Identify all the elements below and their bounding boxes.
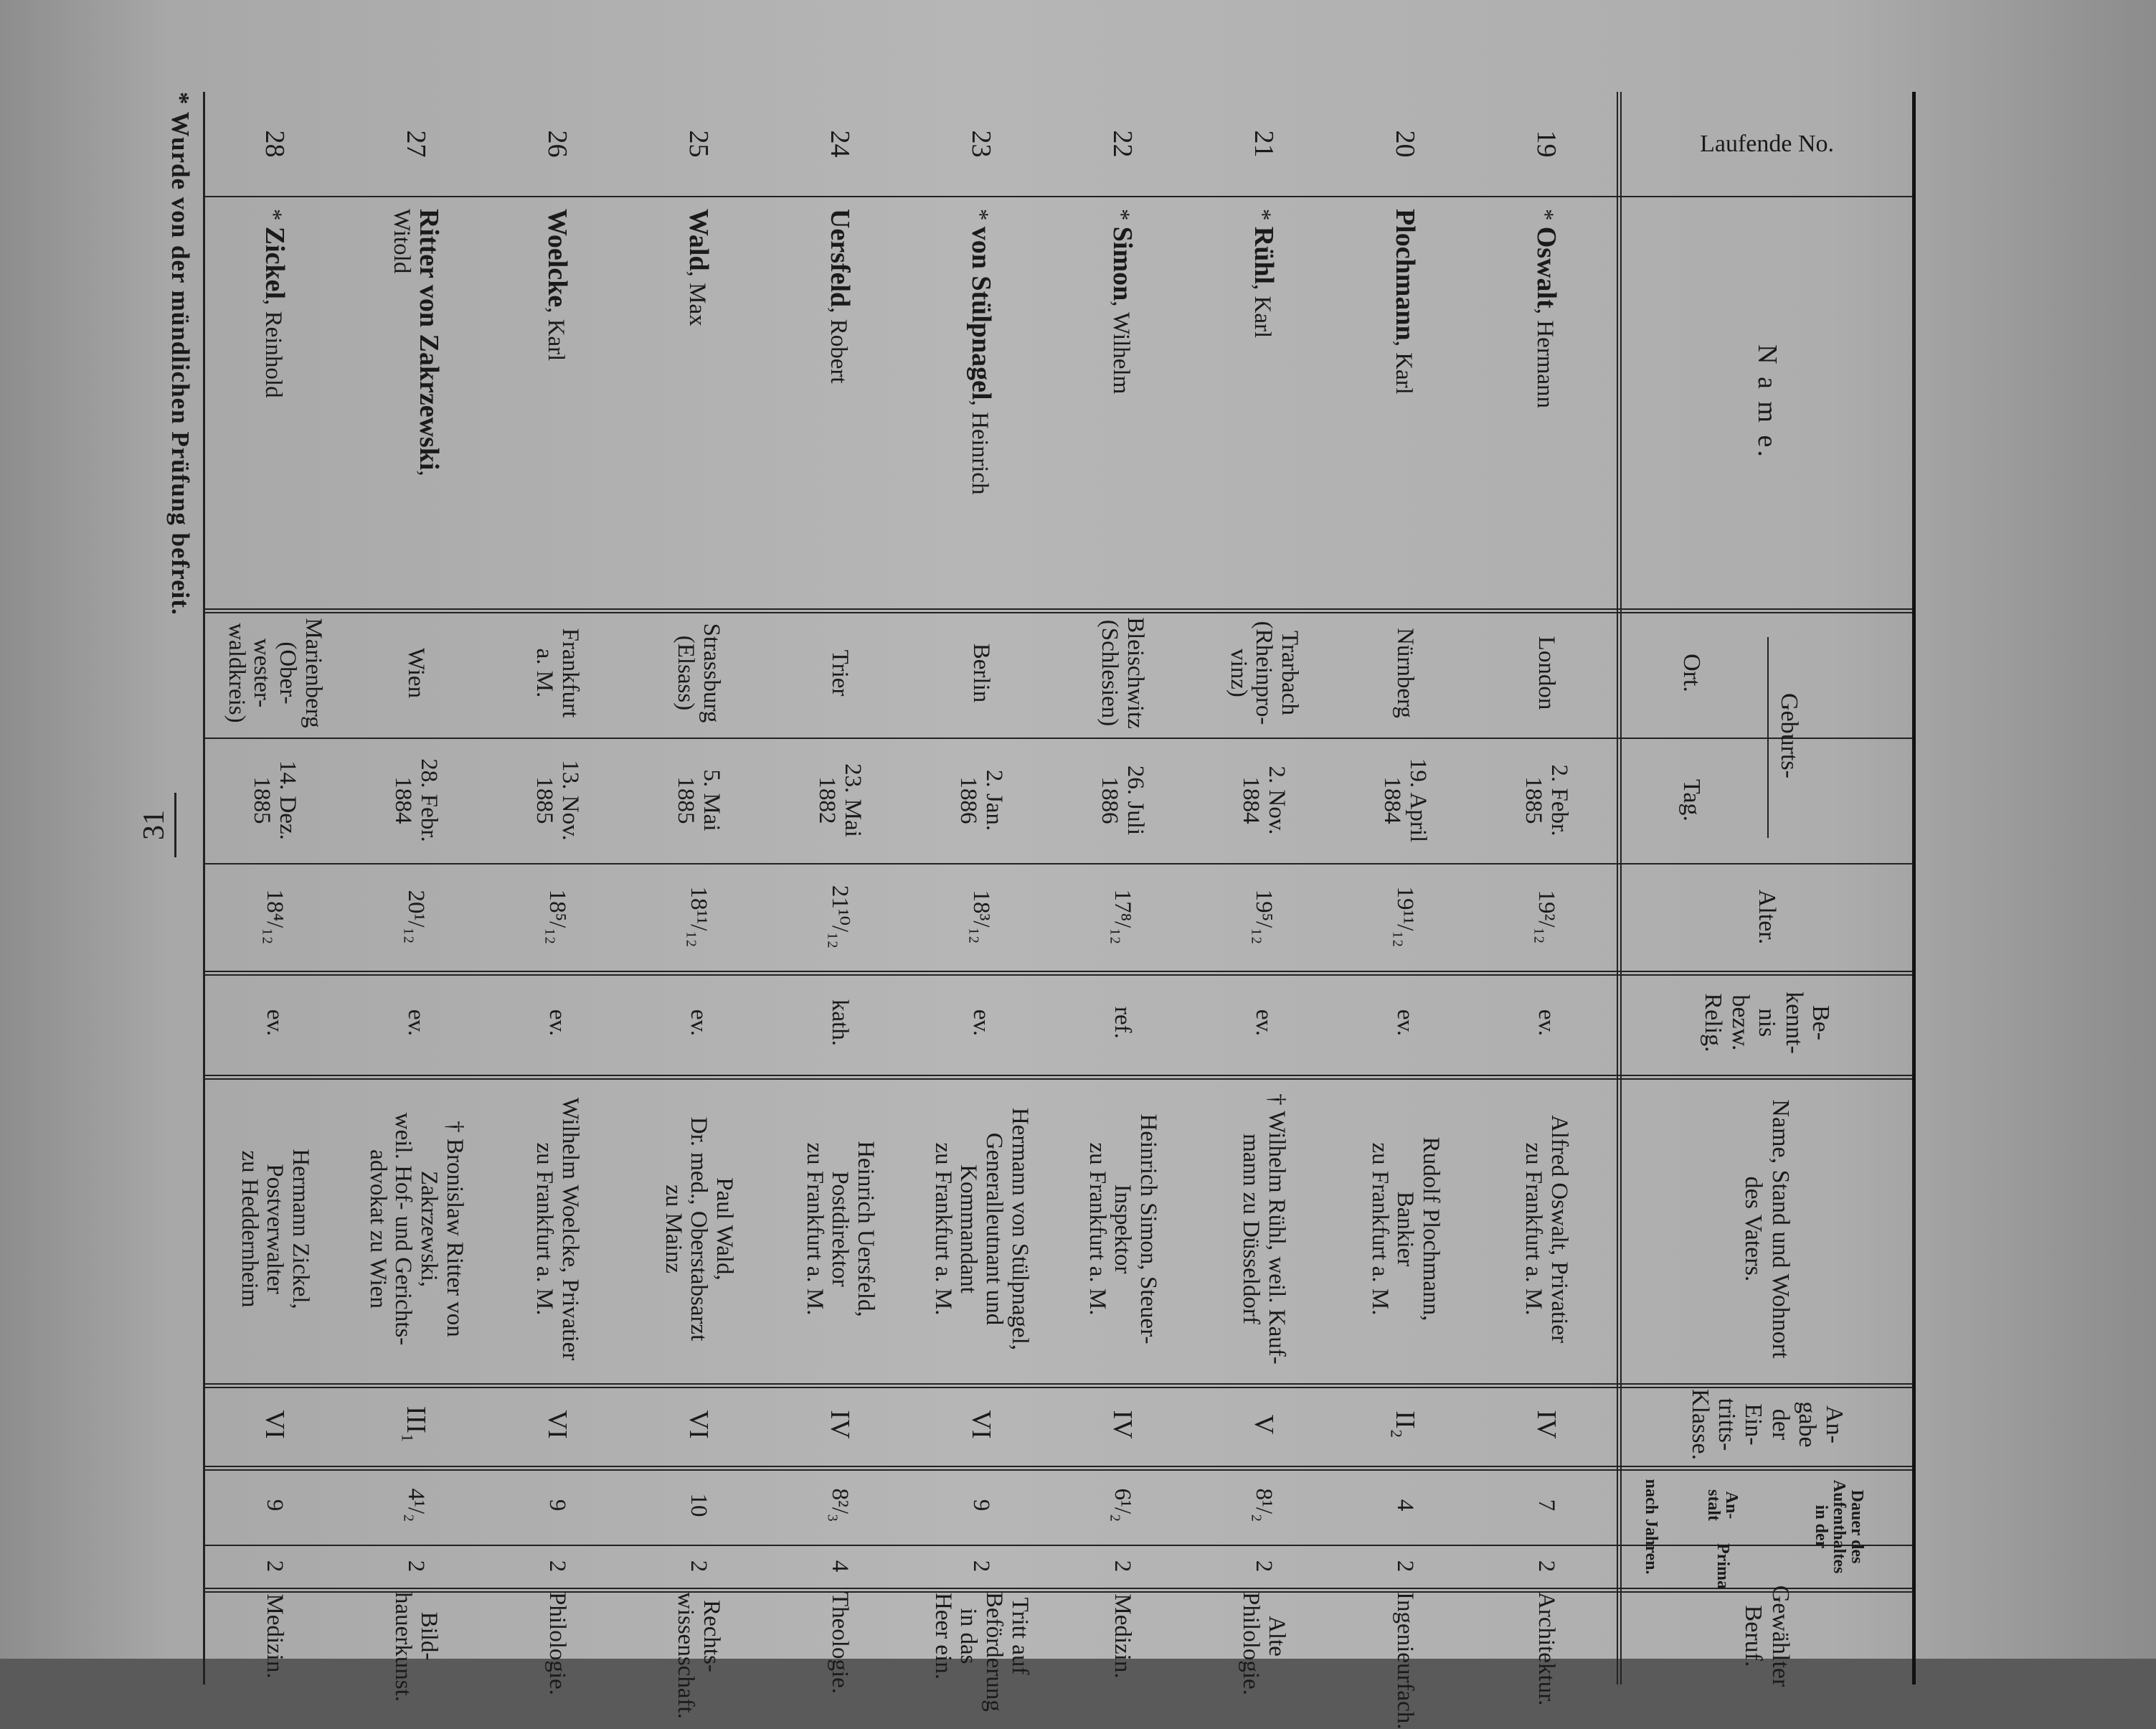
entry-class: VI bbox=[260, 1410, 290, 1439]
years-institution: 9 bbox=[968, 1499, 995, 1512]
religion: ev. bbox=[1533, 1009, 1560, 1037]
header-geburts: Geburts- bbox=[1776, 693, 1803, 778]
header-dauer: Dauer des Aufenthaltes in der bbox=[1811, 1479, 1867, 1574]
birth-place: Berlin bbox=[968, 643, 995, 703]
row-number: 27 bbox=[401, 130, 432, 158]
given-name: , Karl bbox=[1391, 340, 1417, 395]
birth-place: Bleischwitz (Schlesien) bbox=[1097, 617, 1149, 729]
religion: ev. bbox=[544, 1009, 571, 1037]
birth-place: Trarbach (Rheinpro- vinz) bbox=[1225, 621, 1302, 725]
surname: Wald bbox=[684, 209, 714, 271]
birth-place: Strassburg (Elsass) bbox=[673, 623, 725, 723]
entry-class: III₁ bbox=[401, 1405, 432, 1443]
header-beruf: Gewählter Beruf. bbox=[1740, 1585, 1794, 1687]
age: 18³/₁₂ bbox=[968, 890, 995, 944]
given-name: , Wilhelm bbox=[1108, 301, 1135, 395]
header-alter: Alter. bbox=[1754, 889, 1781, 945]
student-name bbox=[910, 196, 1051, 608]
surname: Zickel bbox=[260, 226, 290, 300]
birth-date: 14. Dez. 1885 bbox=[249, 760, 301, 840]
header-bekenntnis: Be- kennt- nis bezw. Relig. bbox=[1700, 991, 1834, 1054]
row-number: 28 bbox=[260, 130, 290, 158]
father-info: Hermann von Stülpnagel, Generalleutnant und Kommandant zu Frankfurt a. M. bbox=[930, 1107, 1033, 1351]
father-info: Hermann Zickel, Postverwalter zu Heddernheim bbox=[236, 1149, 313, 1309]
years-institution: 4¹/₂ bbox=[403, 1488, 430, 1522]
birth-date: 28. Febr. 1884 bbox=[390, 758, 443, 842]
table-row bbox=[769, 92, 910, 1695]
age: 20¹/₁₂ bbox=[403, 890, 430, 944]
years-prima: 2 bbox=[403, 1560, 430, 1573]
chosen-profession: Tritt auf Beförderung in das Heer ein. bbox=[930, 1592, 1033, 1712]
table-row bbox=[1475, 92, 1617, 1706]
age: 18⁵/₁₂ bbox=[544, 889, 571, 945]
chosen-profession: Architektur. bbox=[1533, 1592, 1560, 1706]
exemption-mark: * bbox=[1108, 209, 1135, 227]
birth-date: 23. Mai 1882 bbox=[814, 763, 866, 837]
years-institution: 9 bbox=[262, 1499, 288, 1512]
given-name: , Robert bbox=[826, 307, 852, 384]
father-info: Alfred Oswalt, Privatier zu Frankfurt a. M. bbox=[1521, 1115, 1573, 1343]
row-number: 24 bbox=[825, 130, 856, 158]
table-header bbox=[1617, 92, 1912, 1685]
chosen-profession: Philologie. bbox=[544, 1592, 571, 1695]
years-prima: 4 bbox=[827, 1560, 854, 1573]
father-info: Rudolf Plochmann, Bankier zu Frankfurt a. M. bbox=[1366, 1136, 1444, 1322]
entry-class: VI bbox=[966, 1410, 997, 1439]
header-prima: Prima bbox=[1713, 1543, 1732, 1589]
chosen-profession: Theologie. bbox=[827, 1592, 854, 1695]
years-institution: 10 bbox=[686, 1493, 712, 1517]
given-name: , Hermann bbox=[1532, 308, 1559, 409]
surname: Woelcke bbox=[542, 209, 573, 308]
surname: Simon bbox=[1107, 226, 1138, 301]
religion: ev. bbox=[403, 1009, 430, 1037]
age: 21¹⁰/₁₂ bbox=[827, 885, 854, 949]
chosen-profession: Alte Philologie. bbox=[1238, 1592, 1290, 1695]
table-row bbox=[345, 92, 486, 1702]
entry-class: V bbox=[1249, 1414, 1280, 1435]
years-prima: 2 bbox=[686, 1560, 712, 1573]
entry-class: IV bbox=[1107, 1410, 1138, 1439]
row-number: 23 bbox=[966, 130, 997, 158]
header-anstalt: An- stalt bbox=[1704, 1489, 1741, 1521]
student-name bbox=[769, 196, 910, 608]
given-name: , Karl bbox=[543, 307, 569, 362]
birth-place: Nürnberg bbox=[1392, 628, 1419, 718]
entry-class: VI bbox=[684, 1410, 714, 1439]
age: 19¹¹/₁₂ bbox=[1392, 886, 1419, 948]
header-tag: Tag. bbox=[1678, 779, 1706, 821]
table-row bbox=[204, 92, 345, 1685]
years-institution: 8²/₃ bbox=[827, 1488, 854, 1522]
header-laufende-no: Laufende No. bbox=[1700, 130, 1834, 157]
age: 18⁴/₁₂ bbox=[262, 889, 288, 945]
years-institution: 8¹/₂ bbox=[1251, 1488, 1277, 1522]
birth-place: Wien bbox=[403, 647, 430, 699]
header-vater: Name, Stand und Wohnort des Vaters. bbox=[1740, 1099, 1794, 1359]
birth-place: Marienberg (Ober- wester- waldkreis) bbox=[223, 618, 326, 728]
religion: ev. bbox=[686, 1009, 712, 1037]
years-prima: 2 bbox=[262, 1560, 288, 1573]
years-prima: 2 bbox=[1533, 1560, 1560, 1573]
exemption-mark: * bbox=[1249, 209, 1276, 227]
years-institution: 9 bbox=[544, 1499, 571, 1512]
chosen-profession: Ingenieurfach. bbox=[1392, 1592, 1419, 1729]
age: 19⁵/₁₂ bbox=[1251, 889, 1277, 945]
student-name bbox=[1334, 196, 1475, 608]
row-number: 20 bbox=[1390, 130, 1421, 158]
row-number: 21 bbox=[1249, 130, 1280, 158]
header-nach-jahren: nach Jahren. bbox=[1641, 1479, 1660, 1575]
header-name: N a m e. bbox=[1752, 344, 1783, 460]
given-name: , Max bbox=[684, 270, 711, 326]
birth-date: 2. Jan. 1886 bbox=[955, 769, 1008, 831]
years-institution: 4 bbox=[1392, 1499, 1419, 1512]
row-number: 25 bbox=[684, 130, 714, 158]
birth-place: Trier bbox=[827, 649, 854, 697]
table-body bbox=[205, 92, 1617, 1729]
chosen-profession: Rechts- wissenschaft. bbox=[673, 1592, 725, 1719]
student-name bbox=[204, 196, 345, 608]
birth-date: 2. Febr. 1885 bbox=[1521, 764, 1573, 837]
years-prima: 2 bbox=[968, 1560, 995, 1573]
entry-class: II₂ bbox=[1390, 1410, 1421, 1438]
birth-date: 26. Juli 1886 bbox=[1097, 765, 1149, 836]
row-number: 19 bbox=[1531, 130, 1562, 158]
given-name: , Reinhold bbox=[260, 299, 287, 398]
entry-class: IV bbox=[1531, 1410, 1562, 1439]
years-prima: 2 bbox=[1110, 1560, 1136, 1573]
birth-date: 2. Nov. 1884 bbox=[1238, 765, 1290, 835]
father-info: Paul Wald, Dr. med., Oberstabsarzt zu Mainz bbox=[660, 1116, 737, 1342]
table-row bbox=[1051, 92, 1193, 1685]
chosen-profession: Medizin. bbox=[262, 1593, 288, 1679]
chosen-profession: Medizin. bbox=[1110, 1593, 1136, 1679]
years-prima: 2 bbox=[544, 1560, 571, 1573]
surname: Rühl bbox=[1249, 226, 1280, 285]
entry-class: VI bbox=[542, 1410, 573, 1439]
age: 17⁸/₁₂ bbox=[1110, 889, 1136, 945]
given-name: , Karl bbox=[1249, 284, 1276, 339]
years-prima: 2 bbox=[1392, 1560, 1419, 1573]
religion: kath. bbox=[827, 999, 854, 1047]
father-info: † Bronislaw Ritter von Zakrzewski, weil. Hof- und Gerichts- advokat zu Wien bbox=[364, 1112, 468, 1346]
surname: Plochmann bbox=[1390, 209, 1421, 341]
student-name bbox=[1193, 196, 1334, 608]
religion: ev. bbox=[262, 1009, 288, 1037]
religion: ev. bbox=[968, 1009, 995, 1037]
age: 19²/₁₂ bbox=[1533, 890, 1560, 944]
student-name bbox=[1475, 196, 1617, 608]
table-row bbox=[486, 92, 628, 1695]
father-info: Wilhelm Woelcke, Privatier zu Frankfurt a. M. bbox=[531, 1097, 584, 1361]
entry-class: IV bbox=[825, 1410, 856, 1439]
student-name bbox=[486, 196, 628, 608]
given-name: , Witold bbox=[388, 209, 440, 476]
row-number: 26 bbox=[542, 130, 573, 158]
surname: Uersfeld bbox=[825, 209, 856, 308]
surname: Oswalt bbox=[1531, 226, 1562, 308]
surname: Ritter von Zakrzewski bbox=[413, 209, 444, 471]
years-institution: 7 bbox=[1533, 1499, 1560, 1512]
table-row bbox=[1193, 92, 1334, 1695]
student-name bbox=[345, 196, 486, 608]
table-row bbox=[1334, 92, 1475, 1729]
years-prima: 2 bbox=[1251, 1560, 1277, 1573]
birth-place: London bbox=[1533, 636, 1560, 710]
birth-date: 19. April 1884 bbox=[1379, 758, 1432, 843]
religion: ref. bbox=[1110, 1007, 1136, 1039]
table-row bbox=[910, 92, 1051, 1712]
page-number: 31 bbox=[137, 793, 176, 857]
exemption-mark: * bbox=[1532, 209, 1559, 227]
row-number: 22 bbox=[1107, 130, 1138, 158]
footnote: * Wurde von der mündlichen Prüfung befreit. bbox=[166, 92, 194, 616]
birth-date: 13. Nov. 1885 bbox=[531, 760, 584, 841]
birth-place: Frankfurt a. M. bbox=[531, 628, 584, 718]
header-ort: Ort. bbox=[1678, 654, 1706, 692]
father-info: Heinrich Uersfeld, Postdirektor zu Frankfurt a. M. bbox=[801, 1141, 879, 1317]
age: 18¹¹/₁₂ bbox=[686, 886, 712, 948]
table-row bbox=[628, 92, 769, 1719]
chosen-profession: Bild- hauerkunst. bbox=[390, 1592, 443, 1702]
given-name: , Heinrich bbox=[967, 400, 993, 495]
years-institution: 6¹/₂ bbox=[1110, 1488, 1136, 1522]
birth-date: 5. Mai 1885 bbox=[673, 769, 725, 831]
exemption-mark: * bbox=[260, 209, 287, 227]
father-info: † Wilhelm Rühl, weil. Kauf- mann zu Düsseldorf bbox=[1238, 1093, 1290, 1365]
graduates-table bbox=[203, 92, 1916, 1729]
surname: von Stülpnagel bbox=[966, 226, 997, 400]
father-info: Heinrich Simon, Steuer- Inspektor zu Frankfurt a. M. bbox=[1084, 1113, 1161, 1344]
religion: ev. bbox=[1251, 1009, 1277, 1037]
religion: ev. bbox=[1392, 1009, 1419, 1037]
exemption-mark: * bbox=[967, 209, 993, 227]
student-name bbox=[628, 196, 769, 608]
header-eintritt: An- gabe der Ein- tritts- Klasse. bbox=[1686, 1388, 1848, 1461]
student-name bbox=[1051, 196, 1193, 608]
